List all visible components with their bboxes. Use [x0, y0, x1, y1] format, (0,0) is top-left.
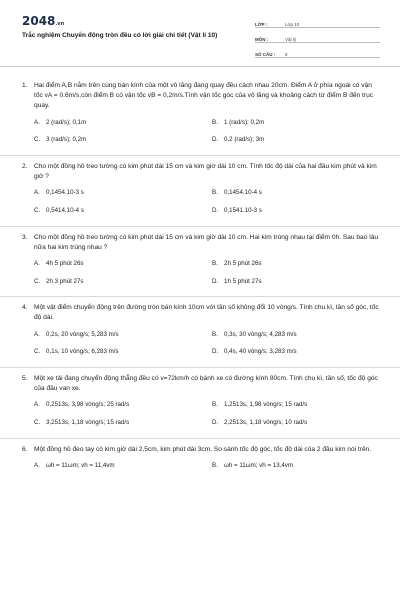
option-text: 0,3s, 30 vòng/s; 4,283 m/s	[224, 330, 297, 338]
meta-value: Vật lý	[285, 37, 297, 42]
answer-option-d[interactable]	[212, 206, 390, 216]
answer-options	[34, 330, 382, 357]
option-text: 3,2513s, 1,18 vòng/s; 15 rad/s	[46, 418, 130, 426]
answer-option-c[interactable]	[34, 418, 212, 428]
logo-suffix: .vn	[55, 21, 65, 27]
answer-options	[34, 118, 382, 145]
question-text: Cho một đồng hồ treo tường có kim phút dài 15 cm và kim giờ dài 10 cm. Tính tốc độ dài của hai đầu kim phút và kim giờ ?	[34, 162, 377, 181]
option-letter: B.	[212, 330, 218, 338]
answer-option-c[interactable]	[34, 135, 212, 145]
answer-option-a[interactable]	[34, 400, 212, 410]
option-text: 0,2 (rad/s); 3m	[224, 136, 265, 144]
question-separator	[0, 438, 400, 439]
option-letter: D.	[212, 206, 219, 214]
question-number: 3.	[22, 233, 28, 241]
meta-label: SỐ CÂU :	[255, 52, 276, 57]
option-text: 0,4s, 40 vòng/s; 3,283 m/s	[224, 348, 297, 356]
option-letter: D.	[212, 418, 219, 426]
option-text: 2h 5 phút 26s	[224, 259, 262, 267]
option-text: ωh = 11ωm; vh = 13,4vm	[224, 461, 294, 469]
option-letter: A.	[34, 401, 40, 409]
page-header	[0, 0, 400, 64]
option-letter: C.	[34, 277, 41, 285]
meta-row-class	[255, 15, 380, 28]
meta-value: 8	[285, 52, 288, 57]
option-text: 0,2s, 20 vòng/s; 5,283 m/s	[46, 330, 119, 338]
answer-option-a[interactable]	[34, 259, 212, 269]
question-number: 4.	[22, 304, 28, 312]
question-text: Một xe tải đang chuyển động thẳng đều có v=72km/h có bánh xe có đường kính 80cm. Tính chu kì, tần số, tốc độ góc của đầu van xe.	[34, 374, 378, 393]
answer-option-b[interactable]	[212, 118, 390, 128]
question-number: 6.	[22, 445, 28, 453]
question-number: 5.	[22, 374, 28, 382]
option-letter: A.	[34, 330, 40, 338]
option-text: 0,2513s, 3,98 vòng/s; 25 rad/s	[46, 401, 130, 409]
option-letter: A.	[34, 118, 40, 126]
question-text: Một đồng hồ đeo tay có kim giờ dài 2,5cm, kim phút dài 3cm. So sánh tốc độ góc, tốc độ dài của 2 đầu kim nói trên.	[34, 445, 372, 453]
meta-info	[255, 15, 380, 60]
question-2	[22, 162, 382, 216]
option-letter: B.	[212, 259, 218, 267]
option-text: 0,5414.10-4 s	[46, 206, 84, 214]
question-number: 1.	[22, 82, 28, 89]
answer-option-a[interactable]	[34, 461, 212, 471]
option-text: 3 (rad/s); 0,2m	[46, 136, 87, 144]
answer-option-d[interactable]	[212, 418, 390, 428]
answer-options	[34, 461, 382, 471]
meta-value: Lớp 10	[285, 22, 300, 27]
option-letter: D.	[212, 136, 219, 144]
option-letter: B.	[212, 189, 218, 197]
option-letter: C.	[34, 206, 41, 214]
question-text: Một vật điểm chuyển động trên đường tròn bán kính 10cm với tần số không đổi 10 vòng/s. Tính chu kì, tần số góc, tốc độ dài.	[34, 304, 379, 322]
question-separator	[0, 367, 400, 368]
option-text: 1 (rad/s); 0,2m	[224, 118, 265, 126]
meta-label: MÔN :	[255, 37, 269, 42]
question-list	[22, 81, 382, 470]
answer-option-b[interactable]	[212, 400, 390, 410]
question-4	[22, 303, 382, 357]
answer-option-b[interactable]	[212, 259, 390, 269]
option-letter: B.	[212, 461, 218, 469]
meta-row-subject	[255, 30, 380, 43]
option-text: 4h 5 phút 26s	[46, 259, 84, 267]
question-separator	[0, 226, 400, 227]
answer-option-a[interactable]	[34, 118, 212, 128]
question-6	[22, 445, 382, 471]
page-title: Trắc nghiệm Chuyển động tròn đều có lời giải chi tiết (Vật lí 10)	[22, 32, 218, 39]
option-letter: A.	[34, 461, 40, 469]
question-number: 2.	[22, 162, 28, 170]
option-letter: B.	[212, 118, 218, 126]
question-separator	[0, 155, 400, 156]
option-text: ωh = 11ωm; vh = 11,4vm	[46, 461, 115, 469]
option-text: 1,2513s, 1,98 vòng/s; 15 rad/s	[224, 401, 308, 409]
option-letter: D.	[212, 277, 219, 285]
answer-option-c[interactable]	[34, 347, 212, 357]
logo-main: 2048	[22, 14, 56, 28]
answer-option-c[interactable]	[34, 277, 212, 287]
option-text: 0,1s, 10 vòng/s; 6,283 m/s	[46, 348, 119, 356]
answer-option-d[interactable]	[212, 135, 390, 145]
option-text: 1h 5 phút 27s	[224, 277, 262, 285]
option-letter: D.	[212, 348, 219, 356]
header-divider	[0, 66, 400, 67]
option-letter: A.	[34, 259, 40, 267]
answer-option-c[interactable]	[34, 206, 212, 216]
answer-option-b[interactable]	[212, 188, 390, 198]
answer-option-d[interactable]	[212, 347, 390, 357]
answer-options	[34, 259, 382, 286]
option-text: 2 (rad/s); 0,1m	[46, 118, 87, 126]
question-1	[22, 81, 382, 145]
option-text: 0,1454.10-4 s	[224, 189, 262, 197]
question-text: Hai điểm A,B nằm trên cùng bán kính của một vô lăng đang quay đều cách nhau 20cm. Điểm A ở phía ngoài có vận tốc vA = 0.6m/s,còn điểm B có vận tốc vB = 0,2m/s.Tính vận tốc góc của vô lăng và khoảng cách từ điểm B đến trục quay.	[34, 82, 374, 110]
question-text: Cho một đồng hồ treo tường có kim phút dài 15 cm và kim giờ dài 10 cm. Hai kim trùng nhau tại điểm 0h. Sau bao lâu nữa hai kim trùng nhau ?	[34, 233, 379, 251]
meta-label: LỚP :	[255, 22, 268, 27]
option-text: 2,2513s, 1,18 vòng/s; 10 rad/s	[224, 418, 308, 426]
answer-option-b[interactable]	[212, 461, 390, 471]
meta-row-count	[255, 45, 380, 58]
answer-option-b[interactable]	[212, 330, 390, 340]
site-logo[interactable]	[22, 14, 64, 28]
option-text: 2h 3 phút 27s	[46, 277, 84, 285]
option-letter: C.	[34, 418, 41, 426]
option-letter: C.	[34, 348, 41, 356]
question-3	[22, 233, 382, 287]
question-separator	[0, 296, 400, 297]
option-letter: A.	[34, 189, 40, 197]
answer-option-a[interactable]	[34, 330, 212, 340]
option-letter: B.	[212, 401, 218, 409]
answer-option-a[interactable]	[34, 188, 212, 198]
question-5	[22, 374, 382, 428]
answer-options	[34, 400, 382, 427]
option-text: 0,1541.10-3 s	[224, 206, 262, 214]
option-letter: C.	[34, 136, 41, 144]
answer-option-d[interactable]	[212, 277, 390, 287]
option-text: 0,1454.10-3 s	[46, 189, 84, 197]
answer-options	[34, 188, 382, 215]
